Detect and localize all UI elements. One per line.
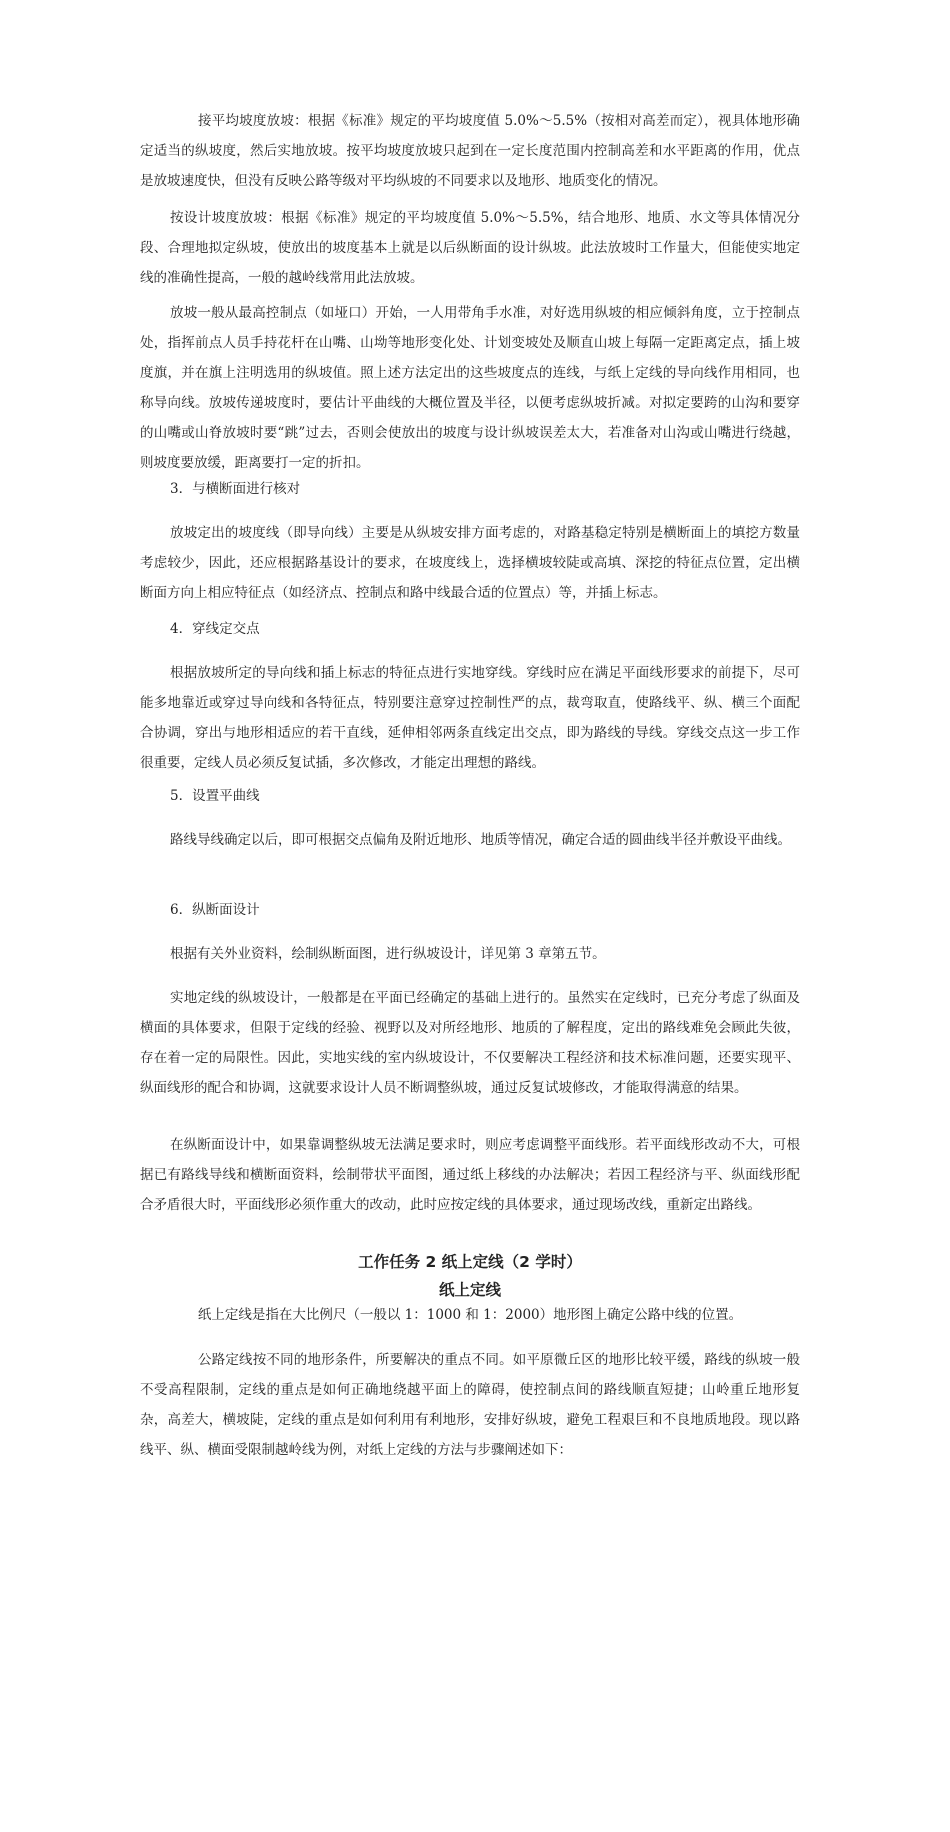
section-body: 公路定线按不同的地形条件，所要解决的重点不同。如平原微丘区的地形比较平缓，路线的纵坡一般不受高程限制，定线的重点是如何正确地绕越平面上的障碍，使控制点间的路线顺直短捷；山岭重丘地形复杂，高差大，横坡陡，定线的重点是如何利用有利地形，安排好纵坡，避免工程艰巨和不良地质地段。现以路线平、纵、横面受限制越岭线为例，对纸上定线的方法与步骤阐述如下： bbox=[140, 1352, 800, 1458]
heading-threading-intersection: 4．穿线定交点 bbox=[170, 621, 260, 637]
heading-cross-section-check: 3．与横断面进行核对 bbox=[170, 481, 301, 497]
section-subtitle: 纸上定线 bbox=[438, 1281, 501, 1299]
paragraph-average-slope: 接平均坡度放坡：根据《标准》规定的平均坡度值 5.0%～5.5%（按相对高差而定），视具体地形确定适当的纵坡度，然后实地放坡。按平均坡度放坡只起到在一定长度范围内控制高差和水平距离的作用，优点是放坡速度快，但没有反映公路等级对平均纵坡的不同要求以及地形、地质变化的情况。 bbox=[140, 113, 800, 189]
paragraph-threading-intersection: 根据放坡所定的导向线和插上标志的特征点进行实地穿线。穿线时应在满足平面线形要求的前提下，尽可能多地靠近或穿过导向线和各特征点，特别要注意穿过控制性严的点，裁弯取直，使路线平、纵、横三个面配合协调，穿出与地形相适应的若干直线，延伸相邻两条直线定出交点，即为路线的导线。穿线交点这一步工作很重要，定线人员必须反复试插，多次修改，才能定出理想的路线。 bbox=[140, 665, 800, 771]
paragraph-plane-adjustment: 在纵断面设计中，如果靠调整纵坡无法满足要求时，则应考虑调整平面线形。若平面线形改动不大，可根据已有路线导线和横断面资料，绘制带状平面图，通过纸上移线的办法解决；若因工程经济与平、纵面线形配合矛盾很大时，平面线形必须作重大的改动，此时应按定线的具体要求，通过现场改线，重新定出路线。 bbox=[140, 1137, 800, 1213]
heading-profile-design: 6．纵断面设计 bbox=[170, 902, 260, 918]
paragraph-field-profile-design: 实地定线的纵坡设计，一般都是在平面已经确定的基础上进行的。虽然实在定线时，已充分考虑了纵面及横面的具体要求，但限于定线的经验、视野以及对所经地形、地质的了解程度，定出的路线难免会顾此失彼，存在着一定的局限性。因此，实地实线的室内纵坡设计，不仅要解决工程经济和技术标准问题，还要实现平、纵面线形的配合和协调，这就要求设计人员不断调整纵坡，通过反复试坡修改，才能取得满意的结果。 bbox=[140, 990, 800, 1096]
paragraph-cross-section-check: 放坡定出的坡度线（即导向线）主要是从纵坡安排方面考虑的，对路基稳定特别是横断面上的填挖方数量考虑较少，因此，还应根据路基设计的要求，在坡度线上，选择横坡较陡或高填、深挖的特征点位置，定出横断面方向上相应特征点（如经济点、控制点和路中线最合适的位置点）等，并插上标志。 bbox=[140, 525, 800, 601]
paragraph-slope-procedure: 放坡一般从最高控制点（如垭口）开始，一人用带角手水准，对好选用纵坡的相应倾斜角度，立于控制点处，指挥前点人员手持花杆在山嘴、山坳等地形变化处、计划变坡处及顺直山坡上每隔一定距离定点，插上坡度旗，并在旗上注明选用的纵坡值。照上述方法定出的这些坡度点的连线，与纸上定线的导向线作用相同，也称导向线。放坡传递坡度时，要估计平曲线的大概位置及半径，以便考虑纵坡折减。对拟定要跨的山沟和要穿的山嘴或山脊放坡时要“跳”过去，否则会使放出的坡度与设计纵坡误差太大，若准备对山沟或山嘴进行绕越，则坡度要放缓，距离要打一定的折扣。 bbox=[140, 305, 800, 471]
paragraph-design-slope: 按设计坡度放坡：根据《标准》规定的平均坡度值 5.0%～5.5%，结合地形、地质、水文等具体情况分段、合理地拟定纵坡，使放出的坡度基本上就是以后纵断面的设计纵坡。此法放坡时工作量大，但能使实地定线的准确性提高，一般的越岭线常用此法放坡。 bbox=[140, 210, 800, 286]
heading-horizontal-curve: 5．设置平曲线 bbox=[170, 788, 260, 804]
paragraph-profile-drawing: 根据有关外业资料，绘制纵断面图，进行纵坡设计，详见第 3 章第五节。 bbox=[170, 946, 606, 962]
section-title: 工作任务 2 纸上定线（2 学时） bbox=[358, 1253, 582, 1271]
paragraph-horizontal-curve: 路线导线确定以后，即可根据交点偏角及附近地形、地质等情况，确定合适的圆曲线半径并敷设平曲线。 bbox=[170, 832, 791, 848]
section-intro: 纸上定线是指在大比例尺（一般以 1：1000 和 1：2000）地形图上确定公路中线的位置。 bbox=[197, 1307, 743, 1323]
